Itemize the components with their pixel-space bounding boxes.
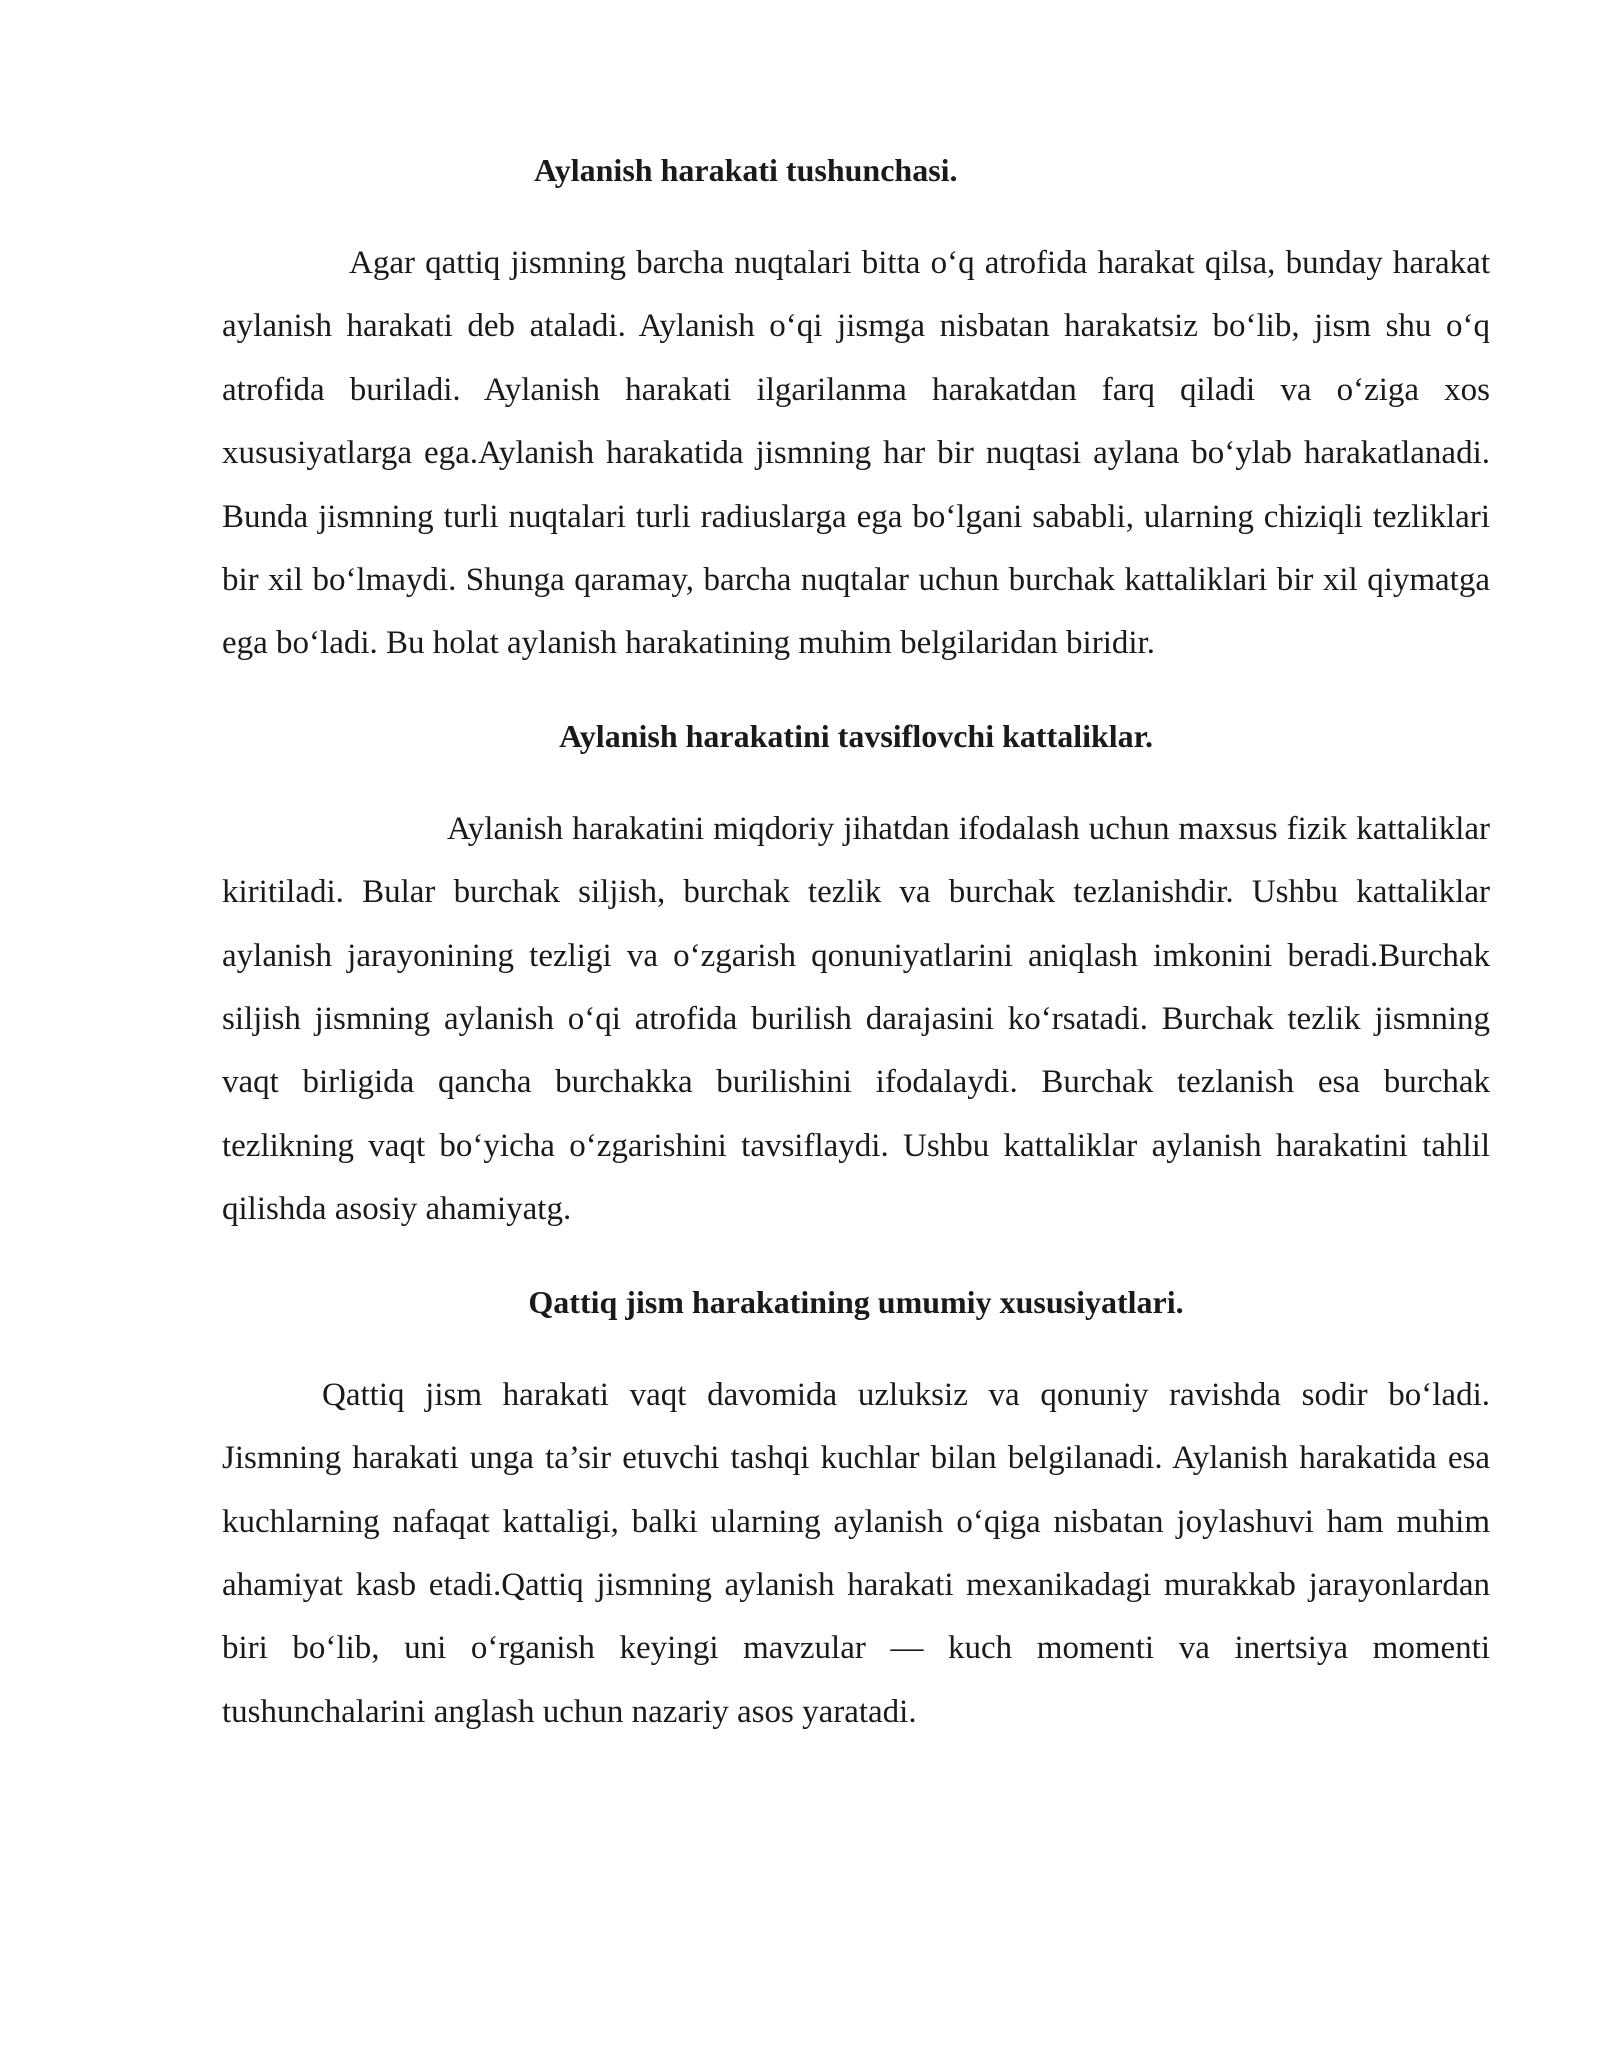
section-heading-rotation-concept: Aylanish harakati tushunchasi. [534, 152, 958, 188]
section-heading-rigid-body-properties: Qattiq jism harakatining umumiy xususiyatlari. [528, 1283, 1184, 1320]
paragraph-rotation-quantities: Aylanish harakatini miqdoriy jihatdan ifodalash uchun maxsus fizik kattaliklar kiritiladi. Bular burchak siljish, burchak tezlik va burchak tezlanishdir. Ushbu kattaliklar aylanish jarayonining tezligi va o‘zgarish qonuniyatlarini aniqlash imkonini beradi.Burchak siljish jismning aylanish o‘qi atrofida burilish darajasini ko‘rsatadi. Burchak tezlik jismning vaqt birligida qancha burchakka burilishini ifodalaydi. Burchak tezlanish esa burchak tezlikning vaqt bo‘yicha o‘zgarishini tavsiflaydi. Ushbu kattaliklar aylanish harakatini tahlil qilishda asosiy ahamiyatg. [222, 810, 1490, 1228]
document-body [222, 150, 1490, 1744]
section-heading-rotation-quantities: Aylanish harakatini tavsiflovchi kattaliklar. [559, 717, 1153, 754]
paragraph-rigid-body-properties: Qattiq jism harakati vaqt davomida uzluksiz va qonuniy ravishda sodir bo‘ladi. Jismning harakati unga ta’sir etuvchi tashqi kuchlar bilan belgilanadi. Aylanish harakatida esa kuchlarning nafaqat kattaligi, balki ularning aylanish o‘qiga nisbatan joylashuvi ham muhim ahamiyat kasb etadi.Qattiq jismning aylanish harakati mexanikadagi murakkab jarayonlardan biri bo‘lib, uni o‘rganish keyingi mavzular — kuch momenti va inertsiya momenti tushunchalarini anglash uchun nazariy asos yaratadi. [222, 1376, 1490, 1730]
paragraph-rotation-concept: Agar qattiq jismning barcha nuqtalari bitta o‘q atrofida harakat qilsa, bunday harakat aylanish harakati deb ataladi. Aylanish o‘qi jismga nisbatan harakatsiz bo‘lib, jism shu o‘q atrofida buriladi. Aylanish harakati ilgarilanma harakatdan farq qiladi va o‘ziga xos xususiyatlarga ega.Aylanish harakatida jismning har bir nuqtasi aylana bo‘ylab harakatlanadi. Bunda jismning turli nuqtalari turli radiuslarga ega bo‘lgani sababli, ularning chiziqli tezliklari bir xil bo‘lmaydi. Shunga qaramay, barcha nuqtalar uchun burchak kattaliklari bir xil qiymatga ega bo‘ladi. Bu holat aylanish harakatining muhim belgilaridan biridir. [222, 245, 1490, 662]
